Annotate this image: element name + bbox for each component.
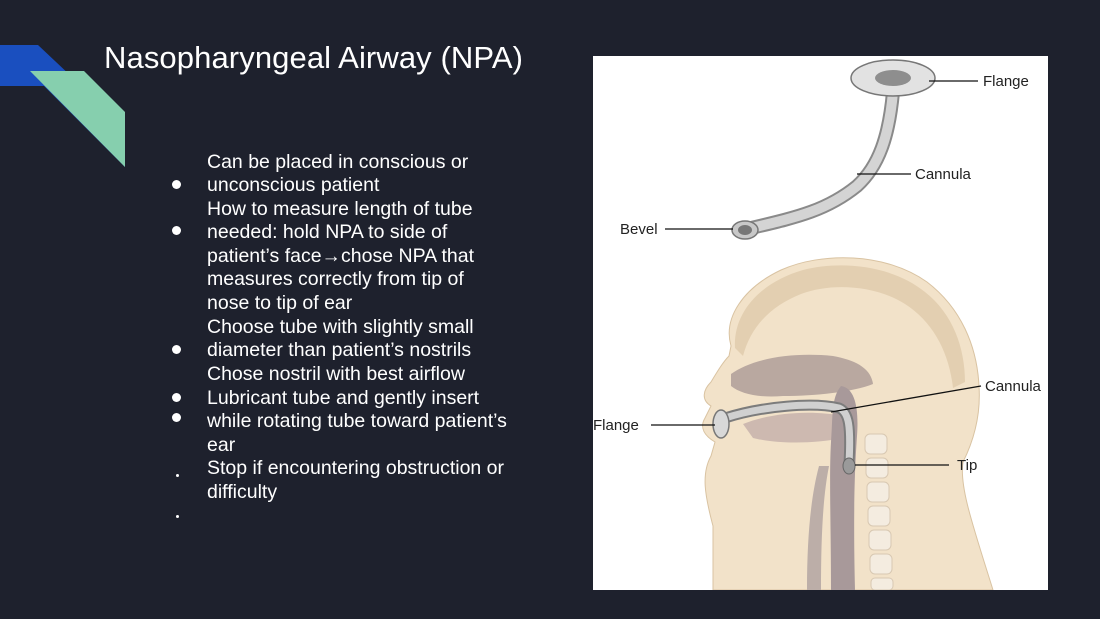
bullet-line: unconscious patient	[207, 174, 380, 196]
bullet-dot	[172, 226, 181, 235]
bullet-dot	[172, 180, 181, 189]
bullet-line: difficulty	[207, 481, 278, 503]
bullet-line: diameter than patient’s nostrils	[207, 339, 472, 361]
bullet-line: nose to tip of ear	[207, 292, 353, 314]
bullet-dot	[172, 413, 181, 422]
label-flange-top: Flange	[983, 73, 1029, 90]
label-cannula-top: Cannula	[915, 166, 971, 183]
bullet-line: patient’s face→chose NPA that	[207, 245, 475, 267]
bullet-line: ear	[207, 434, 236, 456]
bullet-dot	[172, 393, 181, 402]
npa-diagram	[593, 56, 1048, 590]
bullet-line: while rotating tube toward patient’s	[207, 410, 507, 432]
label-cannula-head: Cannula	[985, 378, 1041, 395]
slide-title: Nasopharyngeal Airway (NPA)	[104, 40, 524, 75]
label-flange-head: Flange	[593, 417, 639, 434]
bullet-line: Stop if encountering obstruction or	[207, 457, 505, 479]
bullet-dot	[176, 515, 179, 518]
bullet-line: Chose nostril with best airflow	[207, 363, 465, 385]
bullet-dot	[176, 474, 179, 477]
bullet-line: Lubricant tube and gently insert	[207, 387, 480, 409]
npa-device-illustration	[732, 60, 935, 239]
bullet-line: Choose tube with slightly small	[207, 316, 474, 338]
bullet-line: needed: hold NPA to side of	[207, 221, 448, 243]
bullet-line: Can be placed in conscious or	[207, 151, 469, 173]
label-tip: Tip	[957, 457, 978, 474]
bullet-dot	[172, 345, 181, 354]
bullet-line: How to measure length of tube	[207, 198, 473, 220]
bullet-line: measures correctly from tip of	[207, 268, 464, 290]
label-bevel: Bevel	[620, 221, 658, 238]
